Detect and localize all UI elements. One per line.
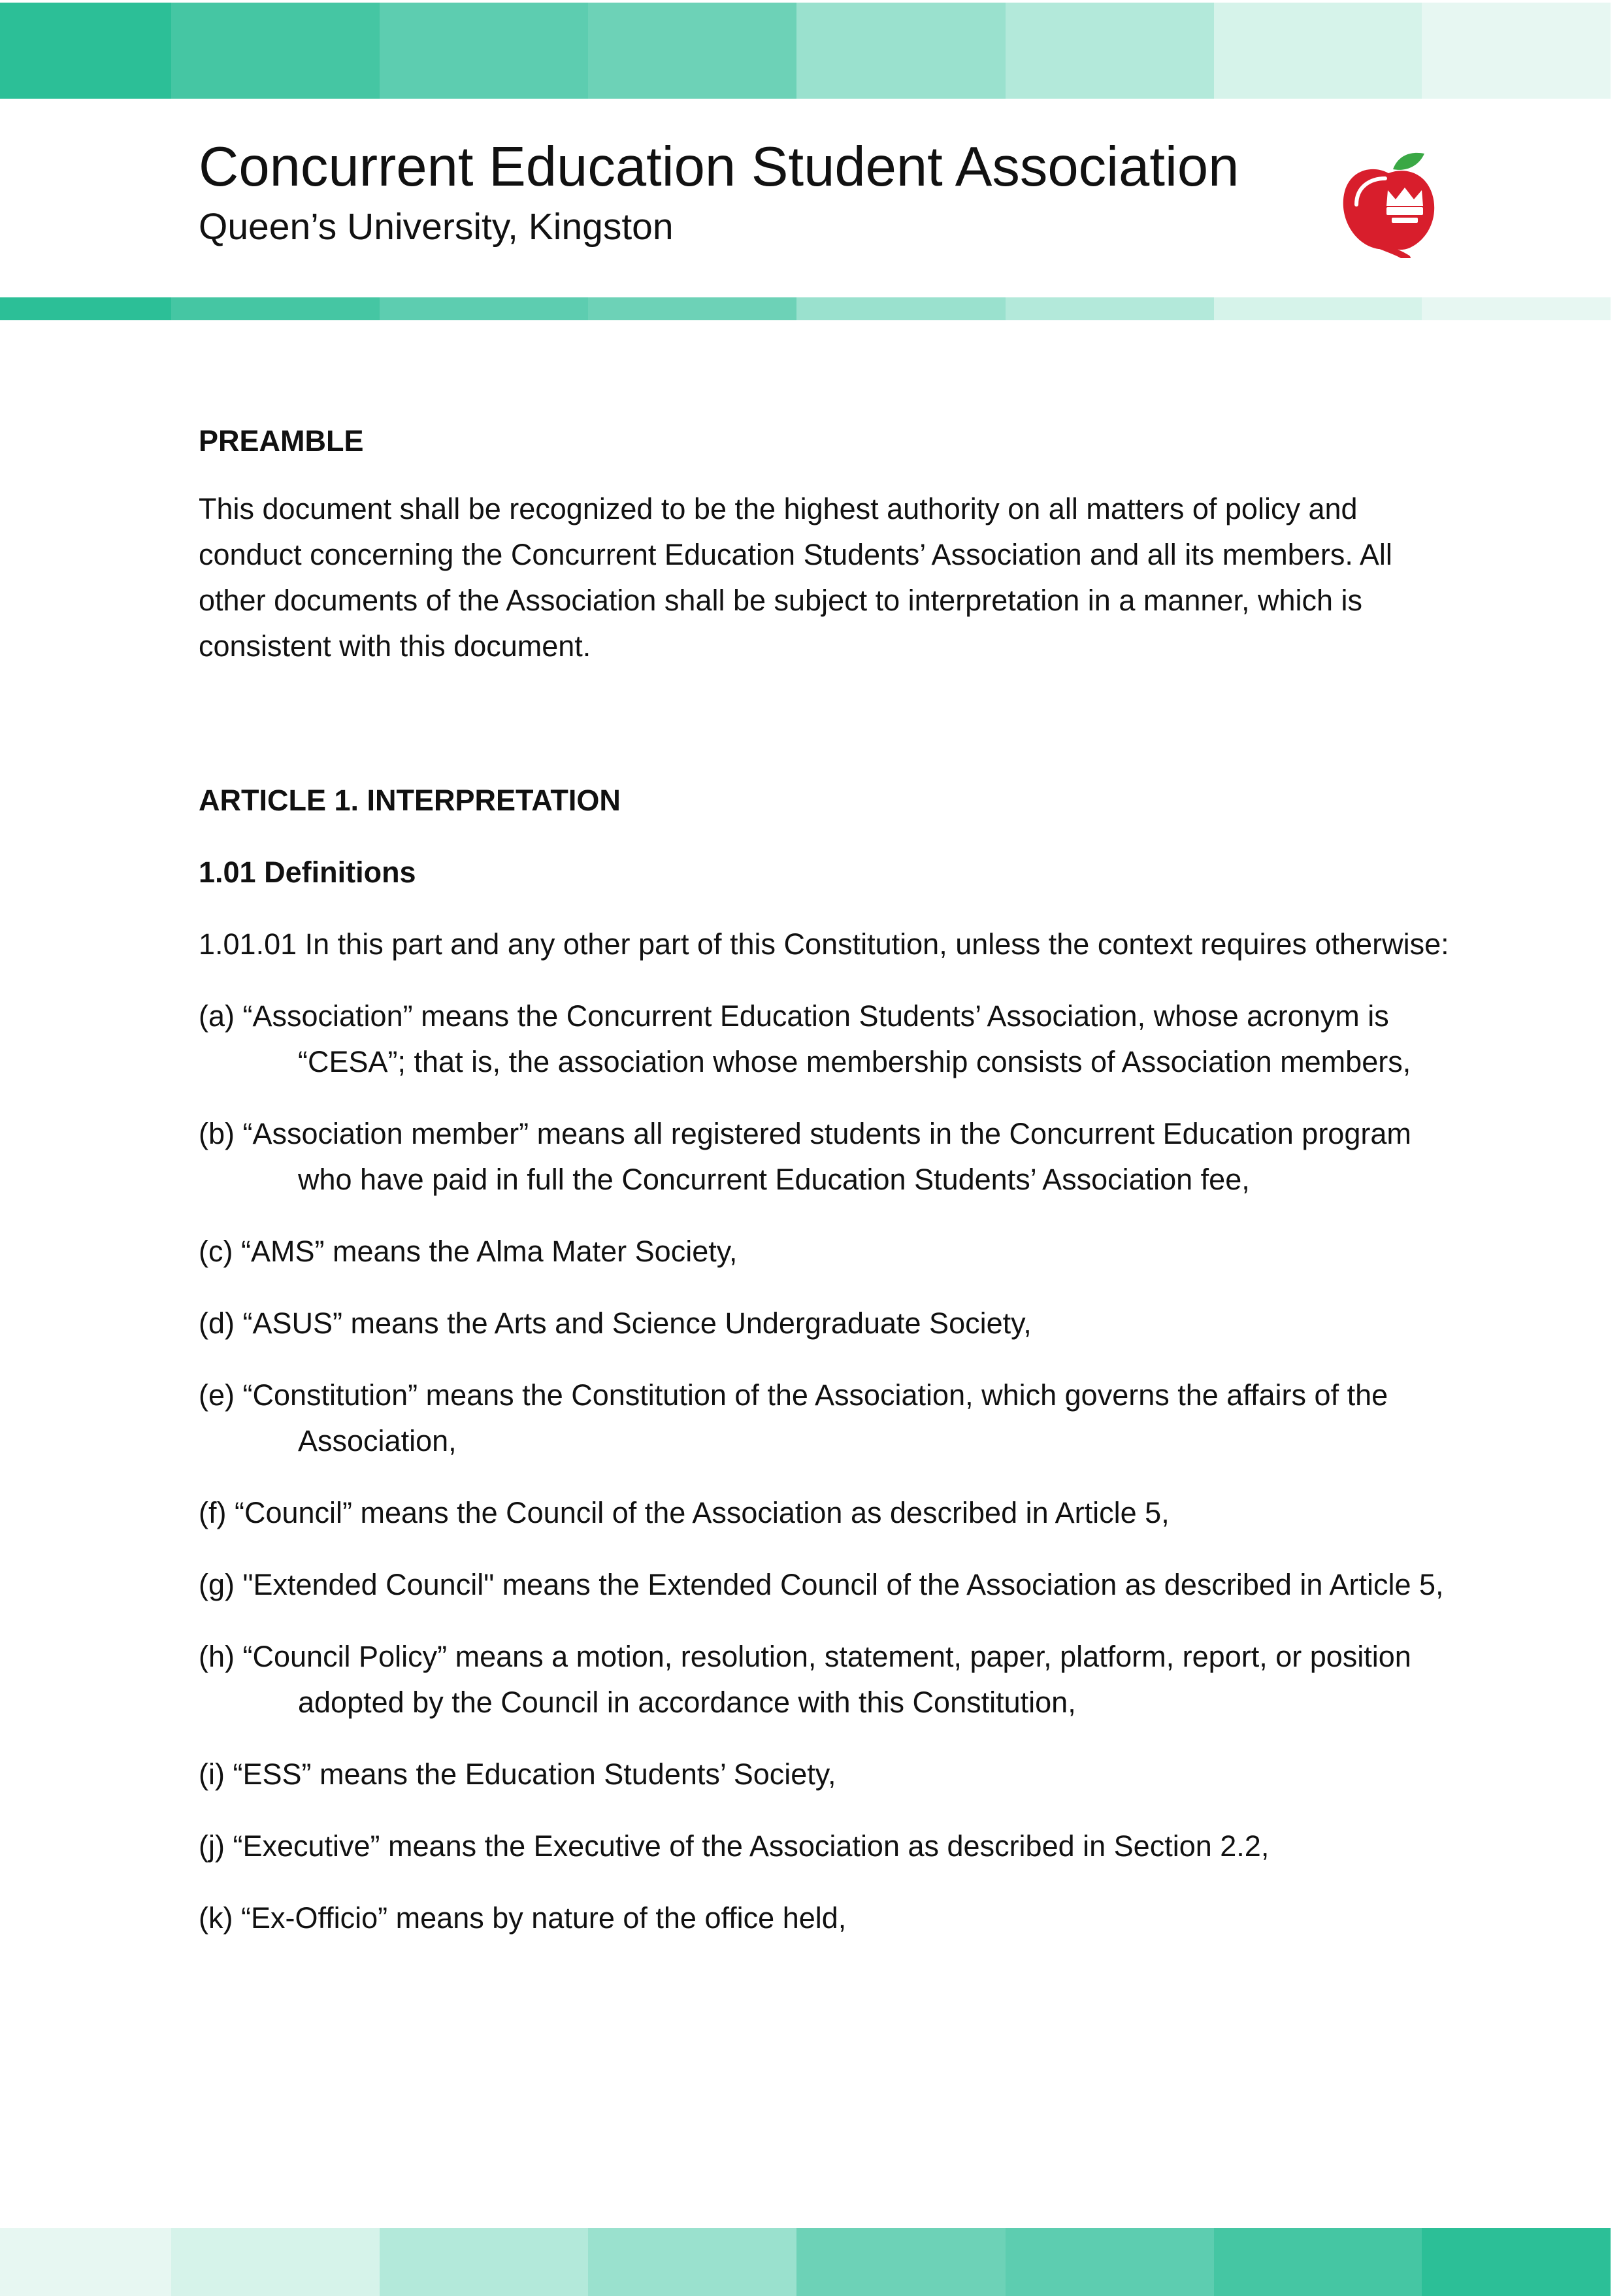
definition-item: (k) “Ex-Officio” means by nature of the office held, [199, 1901, 847, 1935]
band-segment [171, 2228, 380, 2296]
band-segment [1422, 297, 1611, 320]
article-heading: ARTICLE 1. INTERPRETATION [199, 784, 621, 817]
band-segment [796, 2228, 1006, 2296]
leaf-icon [1393, 153, 1424, 170]
band-segment [171, 297, 380, 320]
header-color-band [0, 3, 1611, 99]
document-body [199, 418, 1466, 1941]
band-segment [171, 3, 380, 99]
page-subtitle: Queen’s University, Kingston [199, 206, 674, 248]
definition-item: (a) “Association” means the Concurrent Education Students’ Association, whose acronym is “CESA”; that is, the association whose membership consists of Association members, [199, 999, 1411, 1078]
band-segment [1214, 2228, 1422, 2296]
band-segment [796, 3, 1006, 99]
band-segment [1006, 297, 1214, 320]
footer-color-band [0, 2228, 1611, 2296]
band-segment [380, 3, 588, 99]
apple-crown-logo-icon [1333, 147, 1444, 258]
band-segment [1006, 3, 1214, 99]
preamble-heading: PREAMBLE [199, 424, 364, 458]
band-segment [588, 297, 796, 320]
definition-item: (i) “ESS” means the Education Students’ Society, [199, 1757, 836, 1791]
band-segment [1422, 3, 1611, 99]
definition-item: (g) "Extended Council" means the Extended Council of the Association as described in Article 5, [199, 1568, 1444, 1601]
band-segment [0, 297, 171, 320]
band-segment [1214, 297, 1422, 320]
band-segment [588, 3, 796, 99]
section-intro: 1.01.01 In this part and any other part of this Constitution, unless the context requires otherwise: [199, 927, 1449, 961]
band-segment [1006, 2228, 1214, 2296]
preamble-body: This document shall be recognized to be the highest authority on all matters of policy and conduct concerning the Concurrent Education Students’ Association and all its members. All other documents of the Association shall be subject to interpretation in a manner, which is consistent with this document. [199, 492, 1392, 663]
band-segment [380, 297, 588, 320]
definition-item: (c) “AMS” means the Alma Mater Society, [199, 1235, 738, 1268]
band-segment [0, 2228, 171, 2296]
band-segment [380, 2228, 588, 2296]
definition-item: (e) “Constitution” means the Constitution of the Association, which governs the affairs of the Association, [199, 1378, 1388, 1457]
header-divider-band [0, 297, 1611, 320]
band-segment [0, 3, 171, 99]
definition-item: (h) “Council Policy” means a motion, resolution, statement, paper, platform, report, or position adopted by the Council in accordance with this Constitution, [199, 1640, 1411, 1719]
band-segment [796, 297, 1006, 320]
section-heading: 1.01 Definitions [199, 856, 416, 889]
band-segment [1214, 3, 1422, 99]
definition-item: (d) “ASUS” means the Arts and Science Undergraduate Society, [199, 1306, 1032, 1340]
definition-item: (j) “Executive” means the Executive of the Association as described in Section 2.2, [199, 1829, 1270, 1863]
definition-item: (b) “Association member” means all registered students in the Concurrent Education program who have paid in full the Concurrent Education Students’ Association fee, [199, 1117, 1411, 1196]
definition-item: (f) “Council” means the Council of the Association as described in Article 5, [199, 1496, 1170, 1529]
band-segment [1422, 2228, 1611, 2296]
page-title: Concurrent Education Student Association [199, 136, 1239, 198]
band-segment [588, 2228, 796, 2296]
